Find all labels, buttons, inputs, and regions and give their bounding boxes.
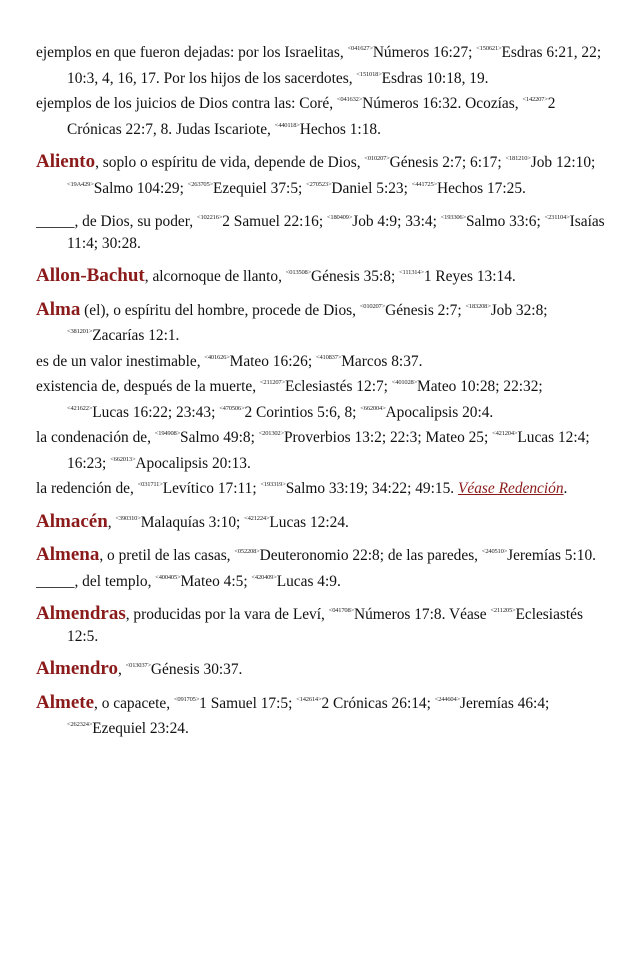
entry [36, 262, 608, 288]
entry-text: Mateo 4:5; [180, 572, 252, 590]
entry [36, 689, 608, 740]
entry-text: la condenación de, [36, 429, 155, 446]
entry-text: Ezequiel 37:5; [212, 179, 307, 197]
entry-text: Zacarías 12:1. [92, 327, 180, 344]
entry-text: , [117, 661, 126, 678]
entry-text: , o capacete, [94, 694, 174, 712]
entry [36, 600, 608, 647]
entry-text: , soplo o espíritu de vida, depende de Dios, [95, 154, 365, 171]
entry-text: , o pretil de las casas, [99, 547, 235, 564]
entry-text: Lucas 12:4; 16:23; [67, 429, 590, 472]
verse-code: <401626> [204, 353, 230, 361]
verse-code: <421224> [244, 514, 270, 522]
verse-code: <142207> [522, 96, 548, 103]
verse-code: <410837> [316, 353, 342, 361]
entry-text: Números 16:32. Ocozías, [362, 95, 523, 112]
entry-text: Génesis 30:37. [150, 661, 243, 678]
entry-text: 1 Reyes 13:14. [423, 268, 516, 285]
headword: Allon-Bachut [36, 265, 145, 286]
entry-text: . [563, 480, 568, 497]
entry-text: Malaquías 3:10; [140, 513, 245, 531]
entry-text: Jeremías 46:4; [459, 694, 550, 712]
entry-text: Job 12:10; [530, 154, 596, 171]
headword: Almacén [36, 510, 108, 532]
cross-reference-link[interactable]: Véase Redención [457, 480, 564, 497]
verse-code: <010207> [359, 302, 386, 310]
verse-code: <041708> [328, 607, 354, 614]
verse-code: <231104> [544, 214, 570, 221]
verse-code: <262324> [67, 721, 93, 728]
entry-text: ejemplos de los juicios de Dios contra las: Coré, [36, 95, 337, 112]
entry [36, 347, 608, 373]
entry [36, 296, 608, 347]
entry-text: Lucas 4:9. [276, 572, 341, 590]
entry [36, 38, 608, 89]
verse-code: <010207> [364, 155, 390, 162]
entry-text: 2 Crónicas 26:14; [321, 694, 435, 712]
entry-text: 2 Corintios 5:6, 8; [244, 403, 361, 421]
entry [36, 423, 608, 474]
entry-text: , alcornoque de llanto, [144, 268, 286, 285]
verse-code: <193306> [440, 214, 466, 221]
verse-code: <211207> [259, 379, 285, 386]
entry-text: , [107, 513, 116, 531]
entry-text: 2 Crónicas 22:7, 8. Judas Iscariote, [67, 95, 556, 138]
entry-text: Eclesiastés 12:7; [284, 378, 392, 395]
entry-text: Génesis 2:7; [385, 301, 466, 319]
verse-code: <470506> [219, 404, 245, 412]
verse-code: <052208> [234, 548, 260, 555]
entry [36, 148, 608, 199]
entry [36, 372, 608, 423]
headword: Aliento [36, 151, 96, 172]
entry-text: , producidas por la vara de Leví, [125, 606, 329, 623]
entry-text: Jeremías 5:10. [507, 547, 597, 564]
entry-text: Salmo 104:29; [93, 179, 188, 197]
verse-code: <421204> [492, 430, 518, 437]
headword: Almete [36, 691, 95, 713]
entry-text: existencia de, después de la muerte, [36, 378, 260, 395]
entry-text: 1 Samuel 17:5; [199, 694, 297, 712]
verse-code: <401028> [391, 379, 418, 386]
headword: Almendro [36, 658, 118, 679]
verse-code: <201302> [258, 430, 284, 437]
verse-code: <194908> [154, 430, 181, 437]
verse-code: <263705> [187, 180, 213, 188]
entry-text: Génesis 2:7; 6:17; [389, 154, 506, 171]
entry-text: Salmo 49:8; [180, 429, 259, 446]
entry-text: 2 Samuel 22:16; [222, 213, 327, 230]
verse-code: <013508> [285, 269, 312, 276]
entry-text: _____, de Dios, su poder, [36, 213, 197, 230]
verse-code: <270523> [306, 180, 332, 188]
verse-code: <441725> [411, 180, 437, 188]
verse-code: <041627> [347, 45, 373, 52]
entry [36, 474, 608, 500]
verse-code: <041632> [336, 96, 363, 103]
verse-code: <400405> [155, 573, 181, 581]
entry-text: Mateo 10:28; 22:32; [417, 378, 543, 395]
entry-text: Eclesiastés 12:5. [67, 606, 583, 645]
entry-text: Hechos 1:18. [299, 120, 381, 138]
entry-text: Lucas 16:22; 23:43; [92, 403, 220, 421]
verse-code: <240510> [481, 548, 508, 555]
entry [36, 508, 608, 534]
verse-code: <181210> [505, 155, 531, 162]
verse-code: <031711> [137, 481, 163, 488]
verse-code: <102216> [196, 214, 223, 221]
entry-text: Levítico 17:11; [162, 480, 261, 497]
entry-text: Esdras 10:18, 19. [381, 69, 489, 87]
verse-code: <193319> [260, 481, 286, 488]
verse-code: <390310> [115, 514, 141, 522]
headword: Almendras [36, 603, 126, 624]
entry-text: Génesis 35:8; [311, 268, 400, 285]
entry-text: Números 16:27; [372, 44, 477, 61]
verse-code: <420409> [251, 573, 277, 581]
verse-code: <091705> [173, 695, 200, 703]
headword: Almena [36, 544, 100, 565]
entry-text: Mateo 16:26; [229, 352, 316, 370]
verse-code: <421622> [67, 404, 93, 412]
entry-text: es de un valor inestimable, [36, 352, 205, 370]
entry-text: _____, del templo, [36, 572, 156, 590]
entry [36, 655, 608, 681]
entry-text: Deuteronomio 22:8; de las paredes, [259, 547, 482, 564]
verse-code: <151018> [356, 70, 382, 78]
entry-text: Apocalipsis 20:13. [135, 454, 251, 472]
entry-text: Apocalipsis 20:4. [385, 403, 494, 421]
entry-text: Salmo 33:19; 34:22; 49:15. [285, 480, 458, 497]
entry-text: Marcos 8:37. [341, 352, 423, 370]
entry-text: Proverbios 13:2; 22:3; Mateo 25; [283, 429, 493, 446]
entry-text: Lucas 12:24. [269, 513, 349, 531]
verse-code: <440118> [274, 121, 300, 129]
entry [36, 541, 608, 567]
entry-text: Números 17:8. Véase [353, 606, 491, 623]
entry-text: Job 4:9; 33:4; [352, 213, 441, 230]
verse-code: <111314> [399, 269, 424, 276]
verse-code: <211205> [490, 607, 516, 614]
verse-code: <180409> [326, 214, 353, 221]
entry-text: (el), o espíritu del hombre, procede de Dios, [80, 301, 360, 319]
entry [36, 207, 608, 254]
verse-code: <381201> [67, 328, 93, 335]
entry [36, 567, 608, 593]
entry-text: Job 32:8; [490, 301, 548, 319]
entry [36, 89, 608, 140]
verse-code: <244604> [434, 695, 460, 703]
entry-text: la redención de, [36, 480, 138, 497]
entry-text: Hechos 17:25. [436, 179, 526, 197]
headword: Alma [36, 298, 81, 320]
entry-text: Salmo 33:6; [465, 213, 545, 230]
entry-text: ejemplos en que fueron dejadas: por los Israelitas, [36, 44, 348, 61]
entry-text: Daniel 5:23; [331, 179, 412, 197]
verse-code: <183208> [465, 302, 491, 310]
verse-code: <19A429> [67, 180, 94, 188]
verse-code: <142614> [296, 695, 322, 703]
verse-code: <150621> [476, 45, 502, 52]
verse-code: <013037> [125, 662, 151, 669]
entry-text: Isaías 11:4; 30:28. [67, 213, 605, 252]
entry-text: Esdras 6:21, 22; 10:3, 4, 16, 17. Por los hijos de los sacerdotes, [67, 44, 602, 87]
entry-text: Ezequiel 23:24. [92, 720, 189, 737]
verse-code: <662004> [360, 404, 386, 412]
verse-code: <662013> [110, 455, 136, 463]
